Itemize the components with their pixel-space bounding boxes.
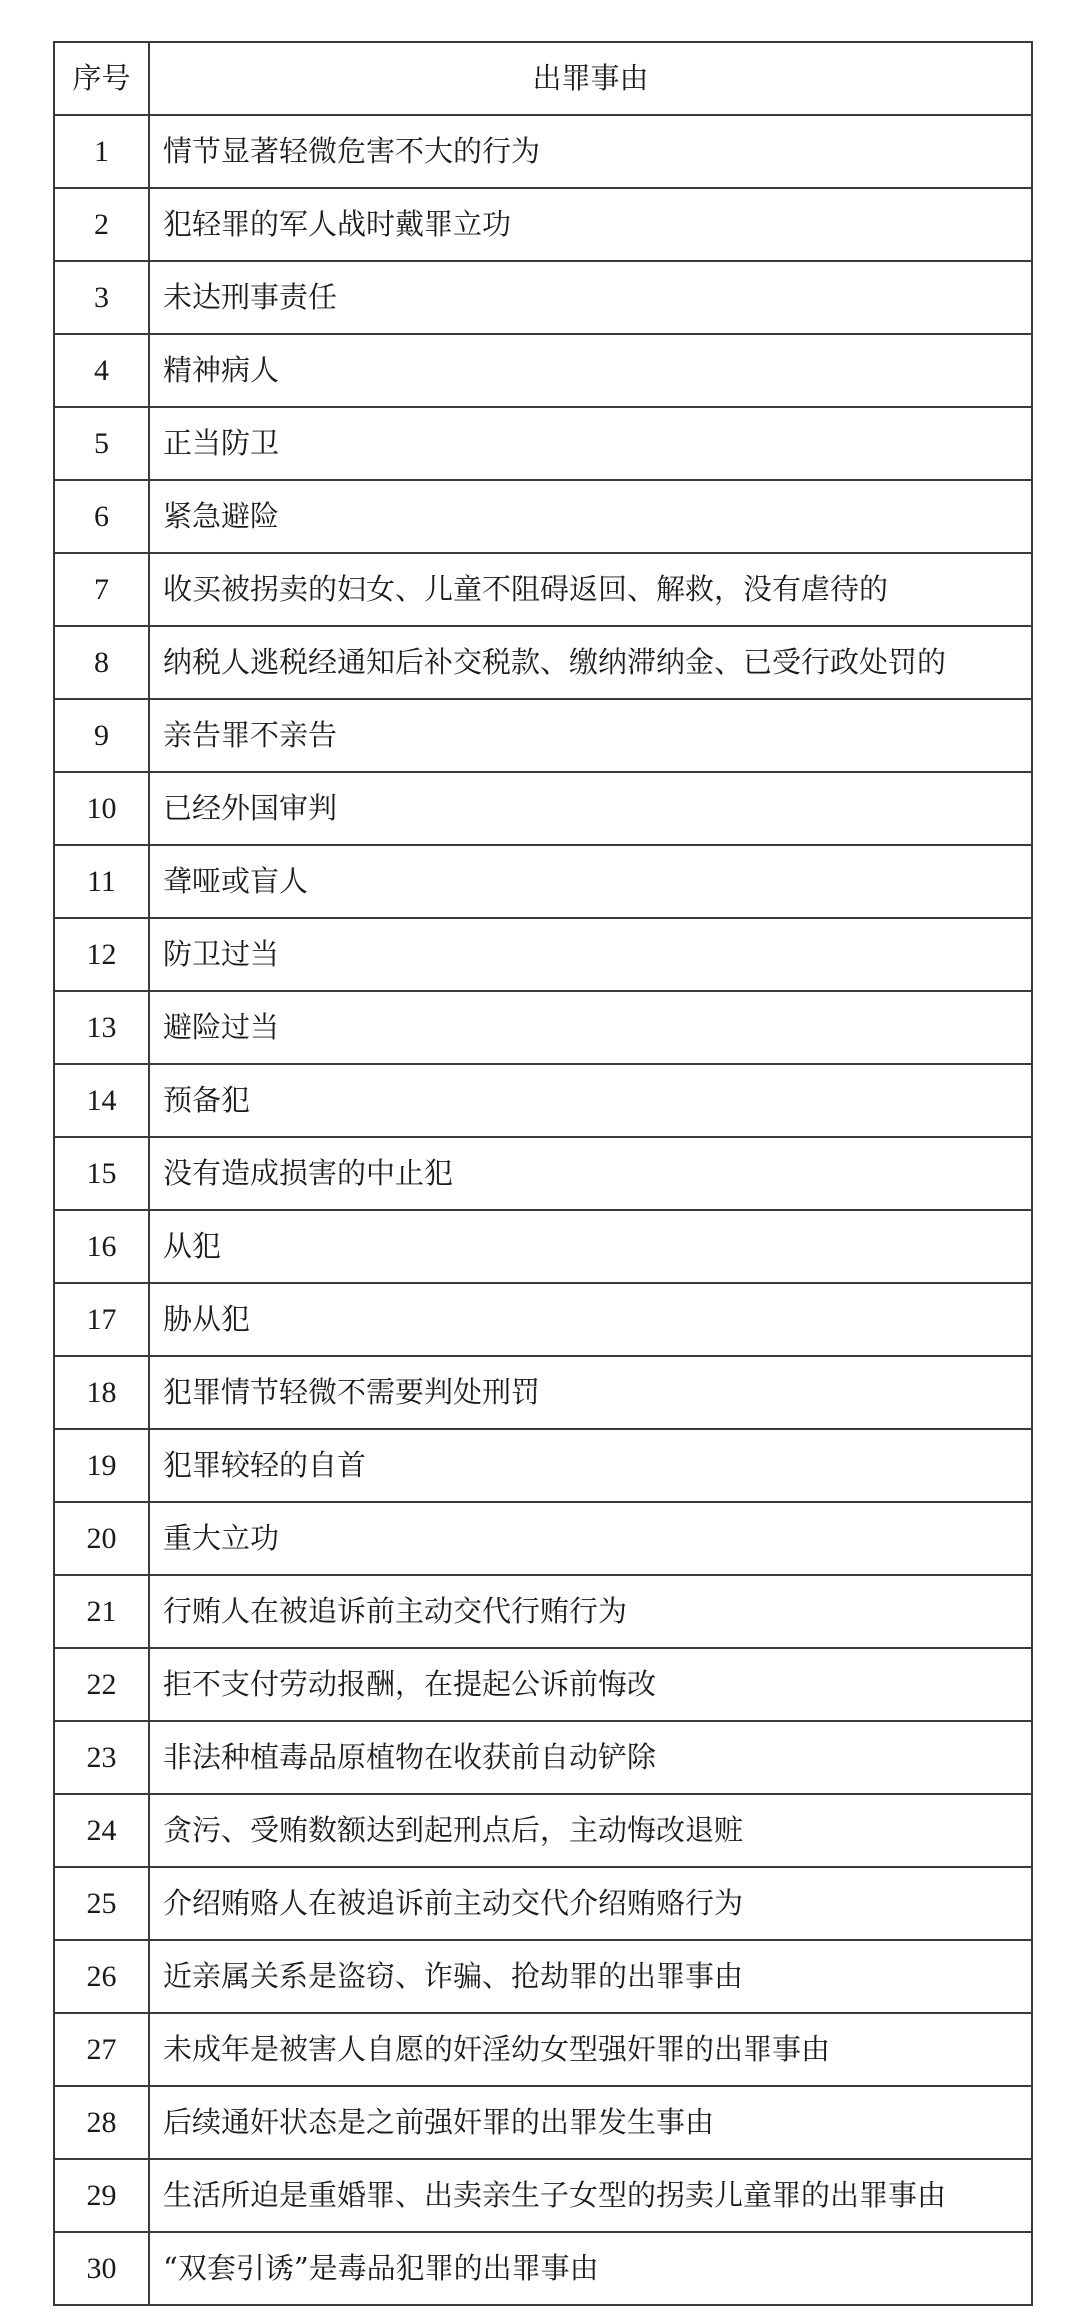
row-number: 29 [54, 2159, 149, 2232]
table-row [54, 1940, 1032, 2013]
row-number: 10 [54, 772, 149, 845]
row-number: 18 [54, 1356, 149, 1429]
table-row [54, 115, 1032, 188]
row-reason: 生活所迫是重婚罪、出卖亲生子女型的拐卖儿童罪的出罪事由 [149, 2159, 1032, 2232]
row-reason: 拒不支付劳动报酬，在提起公诉前悔改 [149, 1648, 1032, 1721]
table-row [54, 699, 1032, 772]
exculpation-table [53, 41, 1033, 2306]
row-reason: 聋哑或盲人 [149, 845, 1032, 918]
row-number: 15 [54, 1137, 149, 1210]
table-row [54, 1064, 1032, 1137]
row-reason: 紧急避险 [149, 480, 1032, 553]
table-header-row [54, 42, 1032, 115]
row-number: 25 [54, 1867, 149, 1940]
table-row [54, 1575, 1032, 1648]
table-body [54, 115, 1032, 2305]
row-number: 7 [54, 553, 149, 626]
table-row [54, 991, 1032, 1064]
table-row [54, 2159, 1032, 2232]
row-number: 1 [54, 115, 149, 188]
row-number: 2 [54, 188, 149, 261]
table-row [54, 1356, 1032, 1429]
row-reason: 收买被拐卖的妇女、儿童不阻碍返回、解救，没有虐待的 [149, 553, 1032, 626]
table-row [54, 2013, 1032, 2086]
table-row [54, 407, 1032, 480]
row-reason: 防卫过当 [149, 918, 1032, 991]
row-number: 11 [54, 845, 149, 918]
row-number: 19 [54, 1429, 149, 1502]
table-row [54, 334, 1032, 407]
row-number: 30 [54, 2232, 149, 2305]
table-row [54, 626, 1032, 699]
row-number: 12 [54, 918, 149, 991]
row-number: 20 [54, 1502, 149, 1575]
row-reason: 胁从犯 [149, 1283, 1032, 1356]
table-row [54, 1794, 1032, 1867]
table-row [54, 2232, 1032, 2305]
table-row [54, 845, 1032, 918]
row-number: 13 [54, 991, 149, 1064]
row-reason: 避险过当 [149, 991, 1032, 1064]
table-row [54, 188, 1032, 261]
row-number: 16 [54, 1210, 149, 1283]
table-row [54, 1283, 1032, 1356]
row-reason: 精神病人 [149, 334, 1032, 407]
table-row [54, 1502, 1032, 1575]
row-reason: 情节显著轻微危害不大的行为 [149, 115, 1032, 188]
row-reason: 行贿人在被追诉前主动交代行贿行为 [149, 1575, 1032, 1648]
row-reason: 贪污、受贿数额达到起刑点后，主动悔改退赃 [149, 1794, 1032, 1867]
row-reason: 已经外国审判 [149, 772, 1032, 845]
row-number: 3 [54, 261, 149, 334]
row-number: 23 [54, 1721, 149, 1794]
table-container [53, 41, 1033, 2306]
row-reason: 非法种植毒品原植物在收获前自动铲除 [149, 1721, 1032, 1794]
table-row [54, 772, 1032, 845]
header-no: 序号 [54, 42, 149, 115]
row-reason: 纳税人逃税经通知后补交税款、缴纳滞纳金、已受行政处罚的 [149, 626, 1032, 699]
row-number: 28 [54, 2086, 149, 2159]
row-reason: 从犯 [149, 1210, 1032, 1283]
row-reason: 近亲属关系是盗窃、诈骗、抢劫罪的出罪事由 [149, 1940, 1032, 2013]
row-number: 17 [54, 1283, 149, 1356]
table-row [54, 1648, 1032, 1721]
table-row [54, 480, 1032, 553]
row-number: 8 [54, 626, 149, 699]
row-number: 4 [54, 334, 149, 407]
row-reason: 犯罪情节轻微不需要判处刑罚 [149, 1356, 1032, 1429]
row-reason: 亲告罪不亲告 [149, 699, 1032, 772]
row-reason: 重大立功 [149, 1502, 1032, 1575]
row-number: 9 [54, 699, 149, 772]
table-row [54, 1210, 1032, 1283]
table-row [54, 1721, 1032, 1794]
row-number: 27 [54, 2013, 149, 2086]
row-reason: “双套引诱”是毒品犯罪的出罪事由 [149, 2232, 1032, 2305]
row-reason: 犯轻罪的军人战时戴罪立功 [149, 188, 1032, 261]
table-row [54, 1137, 1032, 1210]
row-reason: 预备犯 [149, 1064, 1032, 1137]
row-reason: 没有造成损害的中止犯 [149, 1137, 1032, 1210]
row-reason: 犯罪较轻的自首 [149, 1429, 1032, 1502]
row-reason: 未达刑事责任 [149, 261, 1032, 334]
table-row [54, 553, 1032, 626]
table-row [54, 261, 1032, 334]
row-reason: 正当防卫 [149, 407, 1032, 480]
table-row [54, 918, 1032, 991]
table-row [54, 1867, 1032, 1940]
header-reason: 出罪事由 [149, 42, 1032, 115]
row-number: 14 [54, 1064, 149, 1137]
row-number: 22 [54, 1648, 149, 1721]
table-row [54, 1429, 1032, 1502]
row-number: 26 [54, 1940, 149, 2013]
row-number: 6 [54, 480, 149, 553]
row-number: 24 [54, 1794, 149, 1867]
row-reason: 后续通奸状态是之前强奸罪的出罪发生事由 [149, 2086, 1032, 2159]
row-reason: 介绍贿赂人在被追诉前主动交代介绍贿赂行为 [149, 1867, 1032, 1940]
row-reason: 未成年是被害人自愿的奸淫幼女型强奸罪的出罪事由 [149, 2013, 1032, 2086]
row-number: 5 [54, 407, 149, 480]
row-number: 21 [54, 1575, 149, 1648]
table-row [54, 2086, 1032, 2159]
